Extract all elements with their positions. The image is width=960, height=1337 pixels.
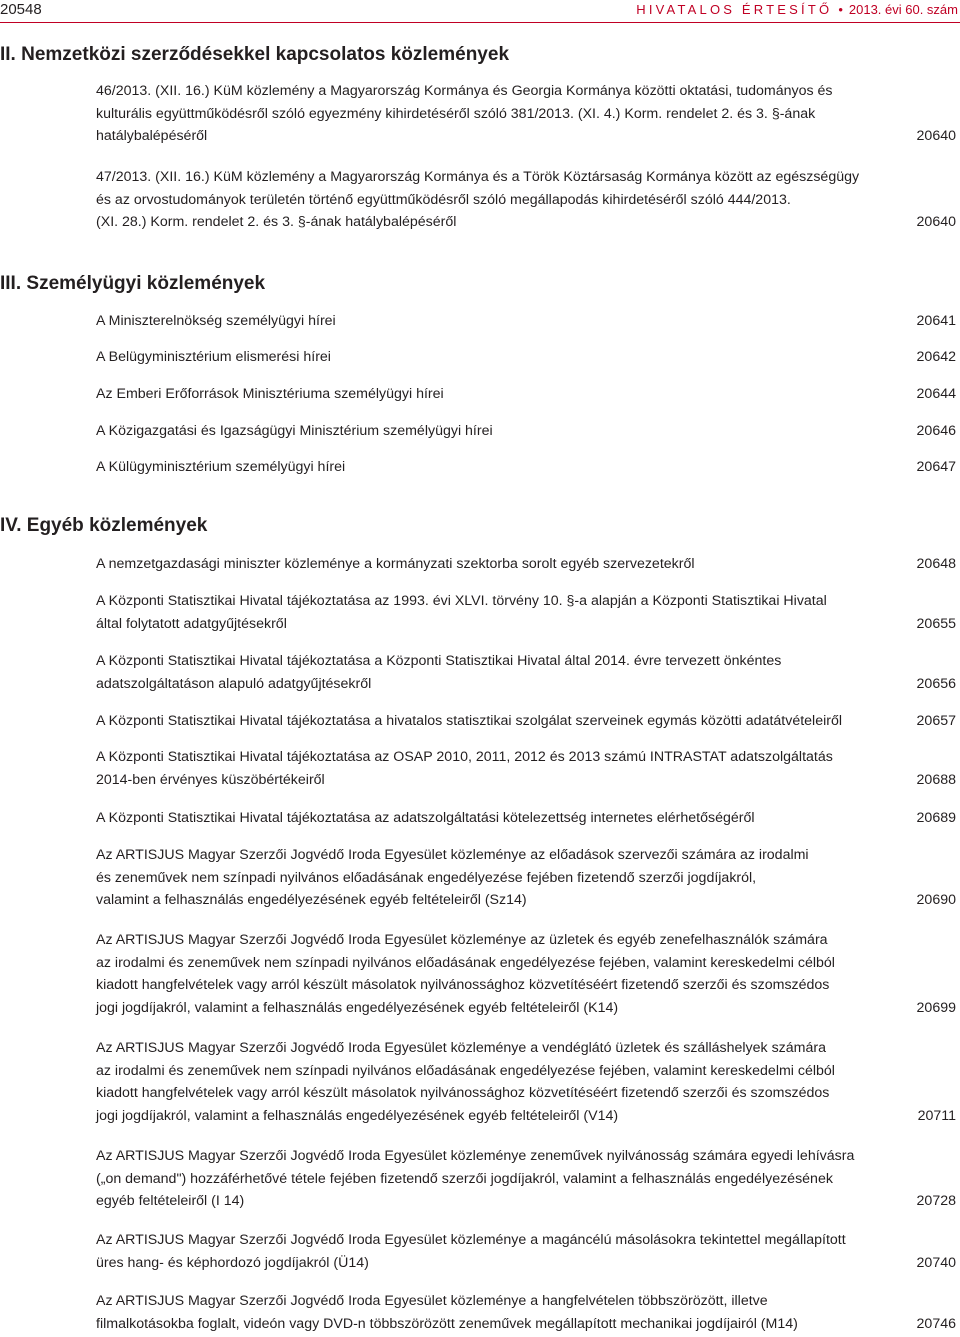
entry-page: 20689 <box>916 810 956 826</box>
entry-page: 20644 <box>916 386 956 402</box>
entry-page: 20690 <box>916 892 956 909</box>
entry-page: 20728 <box>916 1193 956 1210</box>
entry-page: 20646 <box>916 423 956 439</box>
entry-page: 20647 <box>916 459 956 475</box>
entry-text: 46/2013. (XII. 16.) KüM közlemény a Magyarország Kormánya és Georgia Kormánya közötti oktatási, tudományos és kulturális együttműködésről szóló egyezmény kihirdetéséről szóló 381/2013. (XI. 4.) Korm. rendelet 2. és 3. §-ának hatálybalépéséről <box>96 83 833 145</box>
toc-entry <box>96 710 956 733</box>
entry-text: A Központi Statisztikai Hivatal tájékoztatása az adatszolgáltatási kötelezettség internetes elérhetőségéről <box>96 810 755 826</box>
header-rule <box>0 22 960 23</box>
entry-page: 20648 <box>916 556 956 572</box>
toc-entry <box>96 1229 956 1274</box>
toc-entry <box>96 929 956 1019</box>
toc-entry <box>96 310 956 333</box>
toc-entry <box>96 80 956 148</box>
entry-text: Az ARTISJUS Magyar Szerzői Jogvédő Iroda Egyesület közleménye az előadások szervezői számára az irodalmi és zeneművek nem színpadi nyilvános előadásának engedélyezése fejében fizetendő szerzői jogdíjakról, valamint a felhasználás engedélyezésének egyéb feltételeiről (Sz14) <box>96 847 809 909</box>
entry-page: 20655 <box>916 615 956 632</box>
toc-entry <box>96 1145 956 1213</box>
toc-entry <box>96 1037 956 1127</box>
section-title-iii: III. Személyügyi közlemények <box>0 273 266 294</box>
page-header <box>0 0 960 26</box>
entry-page: 20657 <box>916 713 956 729</box>
entry-page: 20699 <box>916 999 956 1016</box>
entry-text: A Központi Statisztikai Hivatal tájékoztatása az 1993. évi XLVI. törvény 10. §-a alapján a Központi Statisztikai Hivatal által folytatott adatgyűjtésekről <box>96 593 827 632</box>
toc-entry <box>96 383 956 406</box>
entry-text: A Belügyminisztérium elismerési hírei <box>96 349 331 365</box>
bullet-separator: • <box>838 2 843 17</box>
toc-entry <box>96 553 956 576</box>
toc-entry <box>96 1290 956 1335</box>
entry-text: A nemzetgazdasági miniszter közleménye a kormányzati szektorba sorolt egyéb szervezetekről <box>96 556 695 572</box>
journal-heading <box>636 0 958 20</box>
toc-entry <box>96 844 956 912</box>
section-title-ii: II. Nemzetközi szerződésekkel kapcsolatos közlemények <box>0 44 510 65</box>
toc-entry <box>96 746 956 791</box>
toc-entry <box>96 346 956 369</box>
entry-page: 20688 <box>916 771 956 788</box>
entry-page: 20640 <box>916 214 956 231</box>
entry-text: A Központi Statisztikai Hivatal tájékoztatása az OSAP 2010, 2011, 2012 és 2013 számú INTRASTAT adatszolgáltatás 2014-ben érvényes küszöbértékeiről <box>96 749 833 788</box>
toc-entry <box>96 166 956 234</box>
entry-text: 47/2013. (XII. 16.) KüM közlemény a Magyarország Kormánya és a Török Köztársaság Kormánya között az egészségügy és az orvostudományok területén történő együttműködésről szóló megállapodás kihirdetéséről szóló 444/2013. (XI. 28.) Korm. rendelet 2. és 3. §-ának hatálybalépéséről <box>96 169 860 231</box>
entry-text: Az ARTISJUS Magyar Szerzői Jogvédő Iroda Egyesület közleménye a vendéglátó üzletek és szálláshelyek számára az irodalmi és zeneművek nem színpadi nyilvános előadásának engedélyezése fejében, valamint kereskedelmi célból kiadott hangfelvételek vagy arról készült másolatok nyilvánossághoz közvetítéséért fizetendő szerzői és szomszédos jogi jogdíjakról, valamint a felhasználás engedélyezésének egyéb feltételeiről (V14) <box>96 1040 835 1124</box>
entry-page: 20656 <box>916 675 956 692</box>
entry-page: 20711 <box>917 1107 956 1124</box>
entry-page: 20642 <box>916 349 956 365</box>
entry-text: A Központi Statisztikai Hivatal tájékoztatása a hivatalos statisztikai szolgálat szerveinek egymás közötti adatátvételeiről <box>96 713 842 729</box>
entry-text: Az ARTISJUS Magyar Szerzői Jogvédő Iroda Egyesület közleménye a magáncélú másolásokra tekintettel megállapított üres hang- és képhordozó jogdíjakról (Ü14) <box>96 1232 846 1271</box>
entry-text: A Központi Statisztikai Hivatal tájékoztatása a Központi Statisztikai Hivatal által 2014. évre tervezett önkéntes adatszolgáltatáson alapuló adatgyűjtésekről <box>96 653 782 692</box>
toc-entry <box>96 650 956 695</box>
issue-label: 2013. évi 60. szám <box>848 2 958 17</box>
entry-text: Az Emberi Erőforrások Minisztériuma személyügyi hírei <box>96 386 444 402</box>
toc-entry <box>96 456 956 479</box>
toc-entry <box>96 590 956 635</box>
toc-entry <box>96 420 956 443</box>
entry-text: Az ARTISJUS Magyar Szerzői Jogvédő Iroda Egyesület közleménye zeneművek nyilvánosság számára egyedi lehívásra („on demand") hozzáférhetővé tétele fejében fizetendő szerzői jogdíjakról, valamint a felhasználás engedélyezésének egyéb feltételeiről (I 14) <box>96 1148 855 1210</box>
section-title-iv: IV. Egyéb közlemények <box>0 515 208 536</box>
entry-text: A Külügyminisztérium személyügyi hírei <box>96 459 346 475</box>
entry-page: 20746 <box>916 1315 956 1332</box>
page-number: 20548 <box>0 1 42 18</box>
entry-page: 20740 <box>916 1254 956 1271</box>
entry-page: 20641 <box>916 313 956 329</box>
entry-text: Az ARTISJUS Magyar Szerzői Jogvédő Iroda Egyesület közleménye a hangfelvételen többszörözött, illetve filmalkotásokba foglalt, videón vagy DVD-n többszörözött zeneművek megállapított mechanikai jogdíjairól (M14) <box>96 1293 798 1332</box>
entry-page: 20640 <box>916 128 956 145</box>
entry-text: Az ARTISJUS Magyar Szerzői Jogvédő Iroda Egyesület közleménye az üzletek és egyéb zenefelhasználók számára az irodalmi és zeneművek nem színpadi nyilvános előadásának engedélyezése fejében, valamint kereskedelmi célból kiadott hangfelvételek vagy arról készült másolatok nyilvánossághoz közvetítéséért fizetendő szerzői és szomszédos jogi jogdíjakról, valamint a felhasználás engedélyezésének egyéb feltételeiről (K14) <box>96 932 835 1016</box>
toc-entry <box>96 807 956 830</box>
journal-title: HIVATALOS ÉRTESÍTŐ <box>636 2 833 17</box>
entry-text: A Közigazgatási és Igazságügyi Minisztérium személyügyi hírei <box>96 423 493 439</box>
entry-text: A Miniszterelnökség személyügyi hírei <box>96 313 336 329</box>
